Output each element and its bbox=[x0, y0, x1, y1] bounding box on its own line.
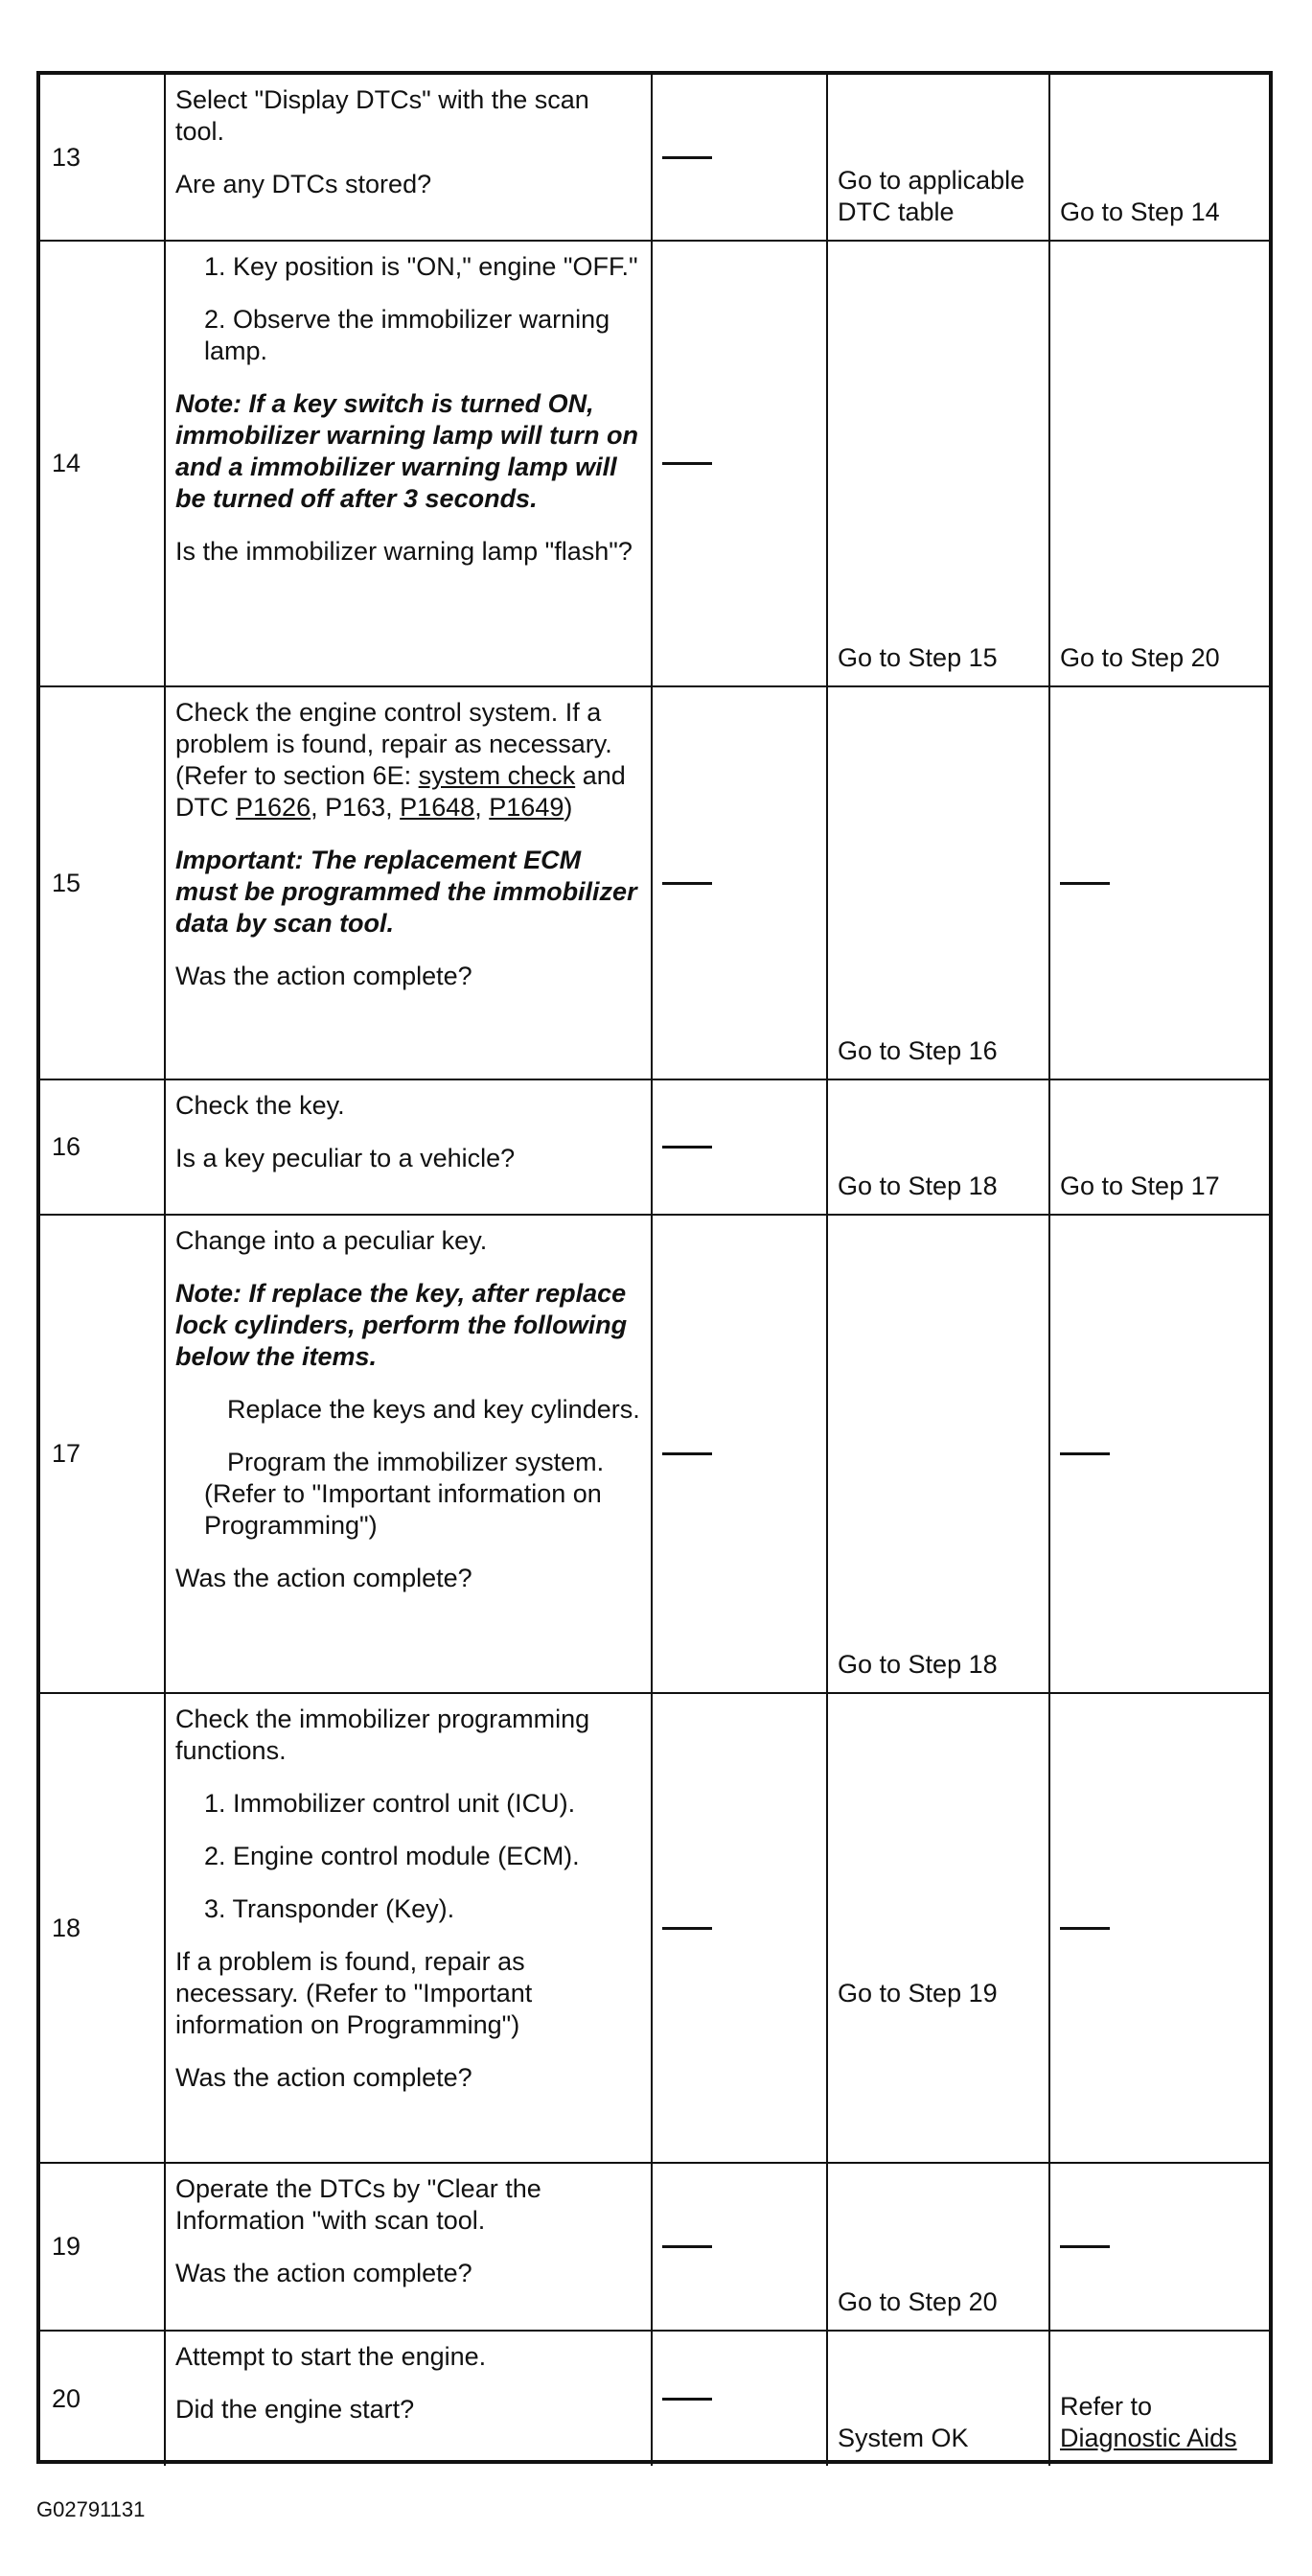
no-dash bbox=[1060, 2245, 1110, 2248]
table-row bbox=[40, 1079, 1269, 1215]
yes-text: Go to Step 19 bbox=[838, 1979, 998, 2007]
p1626-link[interactable]: P1626 bbox=[236, 792, 311, 822]
figure-id: G02791131 bbox=[36, 2497, 146, 2521]
no-cell bbox=[1049, 1215, 1269, 1693]
and-dtc-text: and DTC bbox=[175, 760, 626, 822]
repair-text: If a problem is found, repair as necessary. (Refer to "Important information on Programming") bbox=[175, 1946, 533, 2039]
p1648-link[interactable]: P1648 bbox=[400, 792, 475, 822]
p1649-link[interactable]: P1649 bbox=[489, 792, 564, 822]
table-row bbox=[40, 1215, 1269, 1693]
value-dash bbox=[662, 1452, 712, 1455]
step-action bbox=[165, 1693, 652, 2163]
step-action bbox=[165, 241, 652, 686]
comma-text: , bbox=[474, 792, 482, 822]
question-text: Are any DTCs stored? bbox=[175, 169, 432, 198]
table-row bbox=[40, 1693, 1269, 2163]
step-action bbox=[165, 75, 652, 241]
important-text: Important: The replacement ECM must be programmed the immobilizer data by scan tool. bbox=[175, 845, 637, 938]
list-item: 1. Key position is "ON," engine "OFF." bbox=[204, 252, 638, 281]
no-dash bbox=[1060, 882, 1110, 885]
table-row bbox=[40, 241, 1269, 686]
value-cell bbox=[652, 1693, 827, 2163]
no-cell bbox=[1049, 2331, 1269, 2466]
table-row bbox=[40, 2331, 1269, 2466]
note-text: Note: If a key switch is turned ON, immobilizer warning lamp will turn on and a immobilizer warning lamp will be turned off after 3 seconds. bbox=[175, 388, 639, 513]
list-item: 2. Engine control module (ECM). bbox=[204, 1841, 580, 1870]
step-number: 13 bbox=[40, 75, 165, 241]
question-text: Was the action complete? bbox=[175, 1563, 472, 1592]
action-text: Change into a peculiar key. bbox=[175, 1226, 488, 1255]
step-number: 19 bbox=[40, 2163, 165, 2331]
step-action bbox=[165, 2331, 652, 2466]
step-number: 17 bbox=[40, 1215, 165, 1693]
value-dash bbox=[662, 462, 712, 465]
diagnostic-aids-link[interactable]: Diagnostic Aids bbox=[1060, 2424, 1237, 2453]
step-number: 15 bbox=[40, 686, 165, 1079]
table-row bbox=[40, 2163, 1269, 2331]
step-action bbox=[165, 686, 652, 1079]
question-text: Is the immobilizer warning lamp "flash"? bbox=[175, 536, 633, 566]
action-text: Check the key. bbox=[175, 1091, 345, 1120]
list-item: 1. Immobilizer control unit (ICU). bbox=[204, 1788, 576, 1818]
note-text: Note: If replace the key, after replace lock cylinders, perform the following below the items. bbox=[175, 1278, 628, 1371]
step-number: 18 bbox=[40, 1693, 165, 2163]
action-text bbox=[175, 697, 641, 824]
diagnostic-table bbox=[40, 75, 1269, 2466]
question-text: Was the action complete? bbox=[175, 2258, 472, 2287]
yes-cell: Go to applicable DTC table bbox=[827, 75, 1049, 241]
step-number: 20 bbox=[40, 2331, 165, 2466]
question-text: Is a key peculiar to a vehicle? bbox=[175, 1143, 516, 1172]
intro-text: Check the engine control system. If a problem is found, repair as necessary. (Refer to section 6E: bbox=[175, 698, 612, 790]
no-cell bbox=[1049, 2163, 1269, 2331]
step-action bbox=[165, 1215, 652, 1693]
value-dash bbox=[662, 2398, 712, 2401]
yes-cell: Go to Step 20 bbox=[827, 2163, 1049, 2331]
system-check-link[interactable]: system check bbox=[418, 760, 576, 790]
no-cell: Go to Step 20 bbox=[1049, 241, 1269, 686]
yes-cell bbox=[827, 1693, 1049, 2163]
value-cell bbox=[652, 2331, 827, 2466]
step-number: 14 bbox=[40, 241, 165, 686]
step-number: 16 bbox=[40, 1079, 165, 1215]
no-cell: Go to Step 17 bbox=[1049, 1079, 1269, 1215]
table-row bbox=[40, 75, 1269, 241]
close-paren: ) bbox=[564, 792, 573, 822]
list-item: 3. Transponder (Key). bbox=[204, 1893, 455, 1923]
value-dash bbox=[662, 156, 712, 159]
no-cell: Go to Step 14 bbox=[1049, 75, 1269, 241]
question-text: Did the engine start? bbox=[175, 2394, 415, 2424]
action-text: Select "Display DTCs" with the scan tool. bbox=[175, 85, 589, 146]
value-cell bbox=[652, 75, 827, 241]
value-cell bbox=[652, 2163, 827, 2331]
yes-cell: Go to Step 15 bbox=[827, 241, 1049, 686]
question-text: Was the action complete? bbox=[175, 961, 472, 990]
value-dash bbox=[662, 882, 712, 885]
value-cell bbox=[652, 1079, 827, 1215]
diagnostic-table-frame bbox=[36, 71, 1273, 2464]
value-dash bbox=[662, 1146, 712, 1149]
list-item: Replace the keys and key cylinders. bbox=[227, 1394, 640, 1424]
list-item: 2. Observe the immobilizer warning lamp. bbox=[204, 304, 610, 365]
action-text: Check the immobilizer programming functions. bbox=[175, 1705, 590, 1765]
no-cell bbox=[1049, 1693, 1269, 2163]
yes-cell: Go to Step 18 bbox=[827, 1079, 1049, 1215]
no-dash bbox=[1060, 1452, 1110, 1455]
action-text: Attempt to start the engine. bbox=[175, 2342, 487, 2371]
value-dash bbox=[662, 2245, 712, 2248]
step-action bbox=[165, 2163, 652, 2331]
yes-cell: System OK bbox=[827, 2331, 1049, 2466]
p163-text: , P163, bbox=[311, 792, 393, 822]
yes-cell: Go to Step 16 bbox=[827, 686, 1049, 1079]
no-dash bbox=[1060, 1927, 1110, 1930]
action-text: Operate the DTCs by "Clear the Information "with scan tool. bbox=[175, 2174, 541, 2235]
refer-to-text: Refer to bbox=[1060, 2392, 1153, 2422]
no-cell bbox=[1049, 686, 1269, 1079]
question-text: Was the action complete? bbox=[175, 2062, 472, 2092]
value-cell bbox=[652, 686, 827, 1079]
step-action bbox=[165, 1079, 652, 1215]
value-cell bbox=[652, 241, 827, 686]
table-row bbox=[40, 686, 1269, 1079]
yes-cell: Go to Step 18 bbox=[827, 1215, 1049, 1693]
value-dash bbox=[662, 1927, 712, 1930]
list-item: Program the immobilizer system. (Refer to "Important information on Programming") bbox=[204, 1447, 605, 1540]
value-cell bbox=[652, 1215, 827, 1693]
